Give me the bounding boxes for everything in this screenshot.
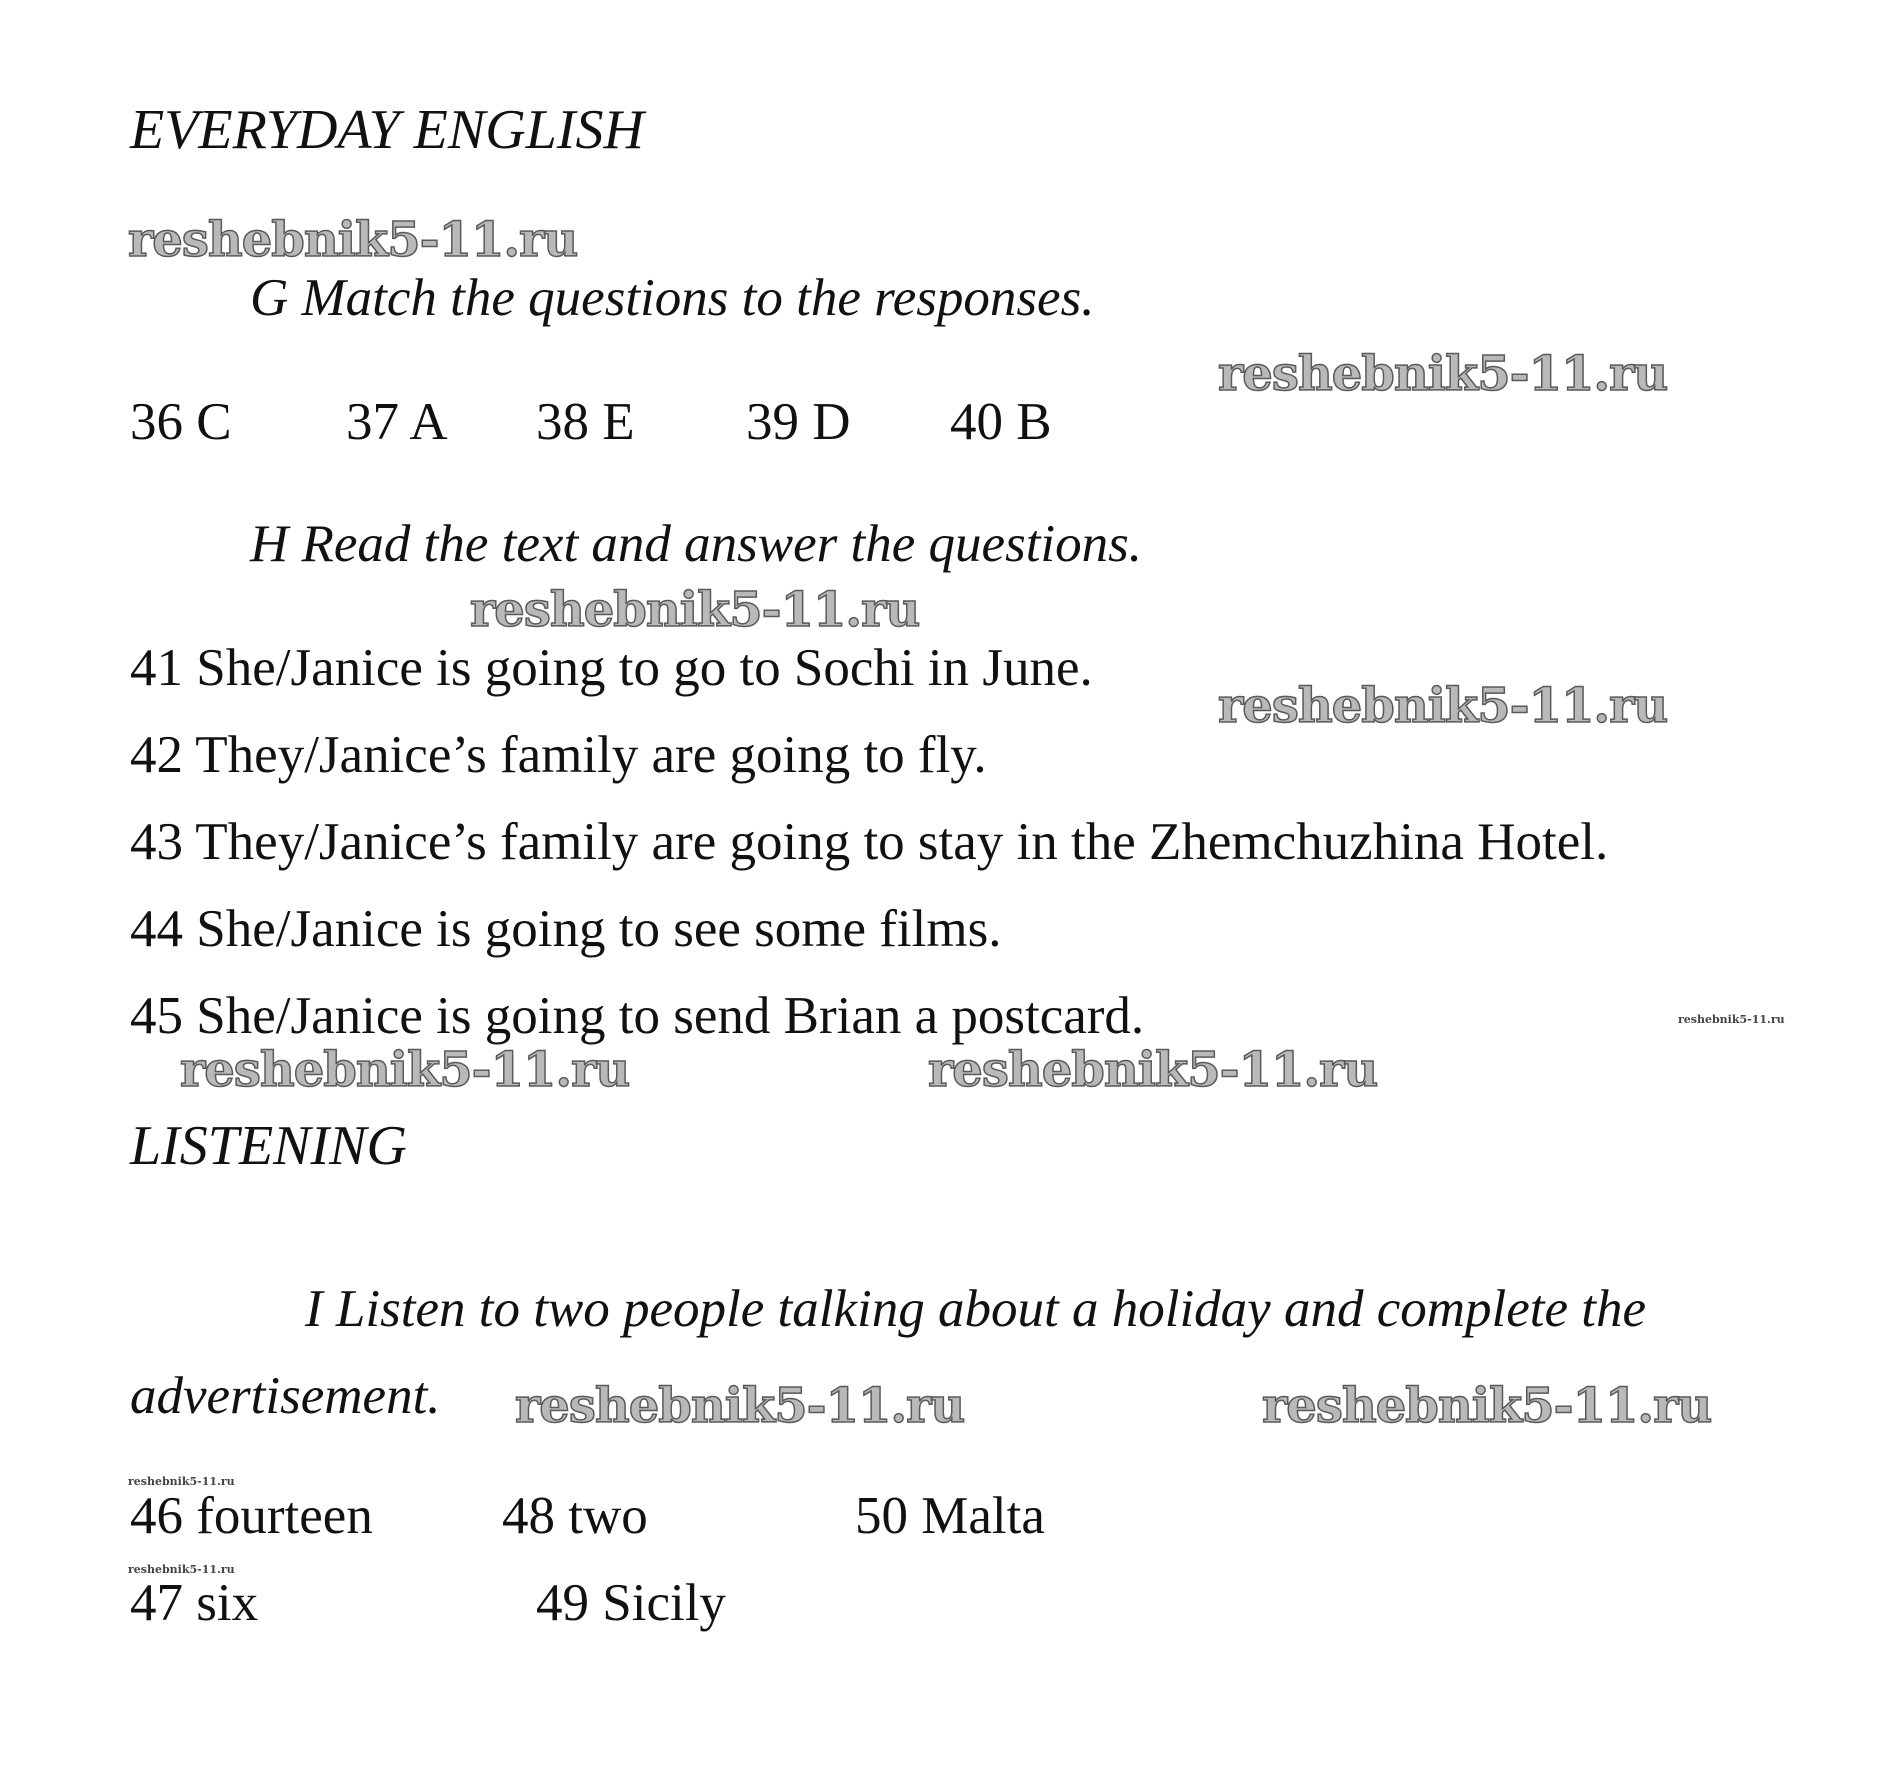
answer-40: 40 B [950,393,1052,451]
answer-47: 47 six [130,1574,259,1632]
answer-39: 39 D [746,393,851,451]
answer-45: 45 She/Janice is going to send Brian a postcard. [130,987,1145,1045]
watermark: reshebnik5-11.ru [1262,1378,1712,1434]
answer-42: 42 They/Janice’s family are going to fly. [130,726,987,784]
watermark: reshebnik5-11.ru [470,582,920,638]
answer-43: 43 They/Janice’s family are going to stay in the Zhemchuzhina Hotel. [130,813,1609,871]
watermark: reshebnik5-11.ru [128,212,578,268]
task-g-instruction: G Match the questions to the responses. [250,269,1095,327]
answer-50: 50 Malta [855,1487,1045,1545]
watermark: reshebnik5-11.ru [928,1042,1378,1098]
watermark-small: reshebnik5-11.ru [1678,1013,1785,1026]
watermark: reshebnik5-11.ru [1218,346,1668,402]
task-i-instruction-line1: I Listen to two people talking about a holiday and complete the [305,1280,1646,1338]
answer-49: 49 Sicily [536,1574,726,1632]
answer-36: 36 C [130,393,232,451]
heading-listening: LISTENING [130,1115,407,1177]
answer-48: 48 two [502,1487,648,1545]
watermark: reshebnik5-11.ru [515,1378,965,1434]
answer-41: 41 She/Janice is going to go to Sochi in June. [130,639,1093,697]
answer-37: 37 A [346,393,448,451]
watermark-small: reshebnik5-11.ru [128,1563,235,1576]
answer-38: 38 E [536,393,635,451]
heading-everyday-english: EVERYDAY ENGLISH [130,99,644,161]
task-i-instruction-line2: advertisement. [130,1367,441,1425]
watermark-small: reshebnik5-11.ru [128,1475,235,1488]
task-h-instruction: H Read the text and answer the questions. [250,515,1143,573]
answer-46: 46 fourteen [130,1487,373,1545]
watermark: reshebnik5-11.ru [1218,678,1668,734]
answer-44: 44 She/Janice is going to see some films. [130,900,1002,958]
watermark: reshebnik5-11.ru [180,1042,630,1098]
